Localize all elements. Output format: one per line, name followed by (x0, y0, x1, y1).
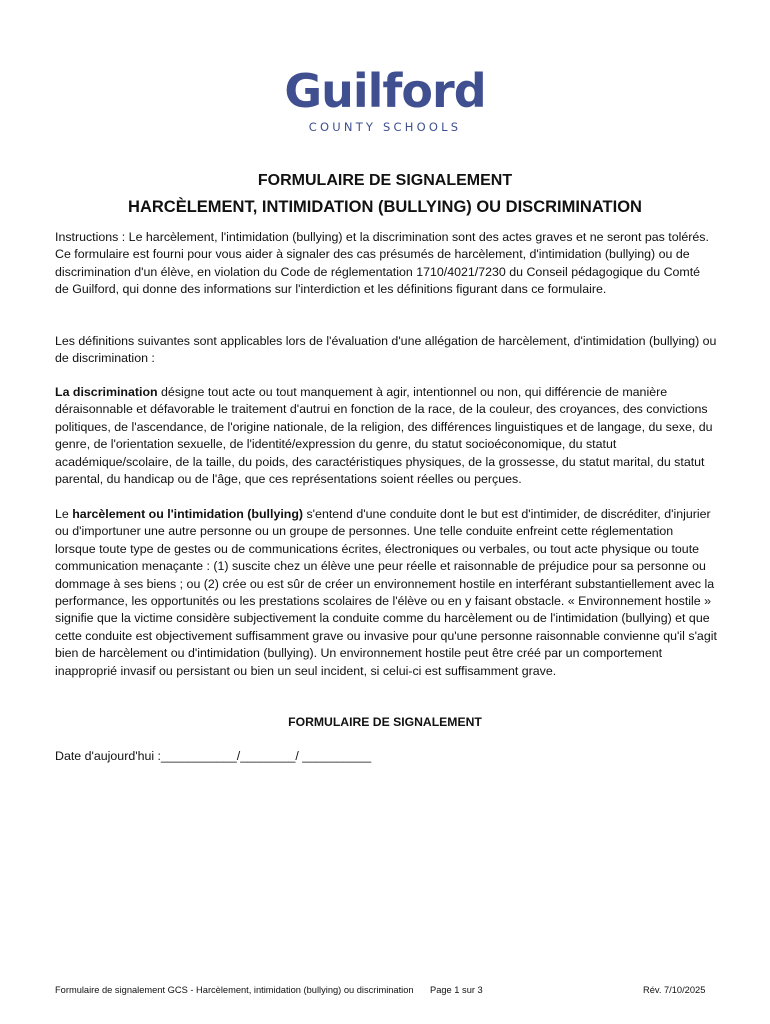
guilford-logo (0, 66, 770, 134)
footer-page-number: Page 1 sur 3 (430, 985, 483, 995)
footer-revision-date: Rév. 7/10/2025 (643, 985, 706, 995)
definitions-intro-text: Les définitions suivantes sont applicables lors de l'évaluation d'une allégation de harcèlement, d'intimidation (bullying) ou de discrimination : (55, 334, 717, 366)
logo-subtitle: COUNTY SCHOOLS (308, 120, 462, 134)
discrimination-text: désigne tout acte ou tout manquement à agir, intentionnel ou non, qui différencie de manière déraisonnable et défavorable le traitement d'autrui en fonction de la race, de la couleur, des croyances, des convictions politiques, de l'ascendance, de l'origine nationale, de la religion, des différences linguistiques et de langage, du sexe, du genre, de l'orientation sexuelle, de l'identité/expression du genre, du statut socioéconomique, du statut académique/scolaire, de la taille, du poids, des caractéristiques physiques, de la grossesse, du statut marital, du statut parental, du handicap ou de l'âge, que ces représentations soient réelles ou perçues. (55, 385, 713, 487)
harassment-prefix: Le (55, 507, 73, 521)
definitions-intro-paragraph (55, 333, 717, 368)
footer-document-name: Formulaire de signalement GCS - Harcèlement, intimidation (bullying) ou discrimination (55, 985, 414, 995)
date-field[interactable]: Date d'aujourd'hui :___________/________/ __________ (55, 749, 372, 763)
instructions-text: Instructions : Le harcèlement, l'intimidation (bullying) et la discrimination sont des actes graves et ne seront pas tolérés. Ce formulaire est fourni pour vous aider à signaler des cas présumés de harcèlement, d'intimidation (bullying) ou de discrimination d'un élève, en violation du Code de réglementation 1710/4021/7230 du Conseil pédagogique du Comté de Guilford, qui donne des informations sur l'interdiction et les définitions figurant dans ce formulaire. (55, 230, 709, 297)
discrimination-definition (55, 384, 717, 488)
report-form-heading: FORMULAIRE DE SIGNALEMENT (288, 715, 482, 729)
form-title: FORMULAIRE DE SIGNALEMENT (257, 172, 513, 189)
harassment-text: s'entend d'une conduite dont le but est d'intimider, de discréditer, d'injurier ou d'importuner une autre personne ou un groupe de personnes. Une telle conduite enfreint cette réglementation lorsque toute type de gestes ou de communications écrites, électroniques ou verbales, ou tout acte physique ou toute communication menaçante : (1) suscite chez un élève une peur réelle et raisonnable de préjudice pour sa personne ou dommage à ses biens ; ou (2) crée ou est sûr de créer un environnement hostile en interférant substantiellement avec la performance, les opportunités ou les prestations scolaires de l'élève ou en y faisant obstacle. « Environnement hostile » signifie que la victime considère subjectivement la conduite comme du harcèlement ou de l'intimidation (bullying) et que cette conduite est objectivement suffisamment grave ou invasive pour qu'une personne raisonnable convienne qu'il s'agit bien de harcèlement ou d'intimidation (bullying). Un environnement hostile peut être créé par un comportement inapproprié invasif ou persistant ou bien un seul incident, si celui-ci est suffisamment grave. (55, 507, 717, 678)
form-subtitle: HARCÈLEMENT, INTIMIDATION (BULLYING) OU DISCRIMINATION (128, 198, 642, 216)
instructions-paragraph (55, 229, 717, 299)
logo-wordmark: Guilford (284, 64, 486, 118)
harassment-term: harcèlement ou l'intimidation (bullying) (72, 507, 304, 521)
discrimination-term: La discrimination (55, 385, 158, 399)
harassment-definition (55, 506, 717, 680)
